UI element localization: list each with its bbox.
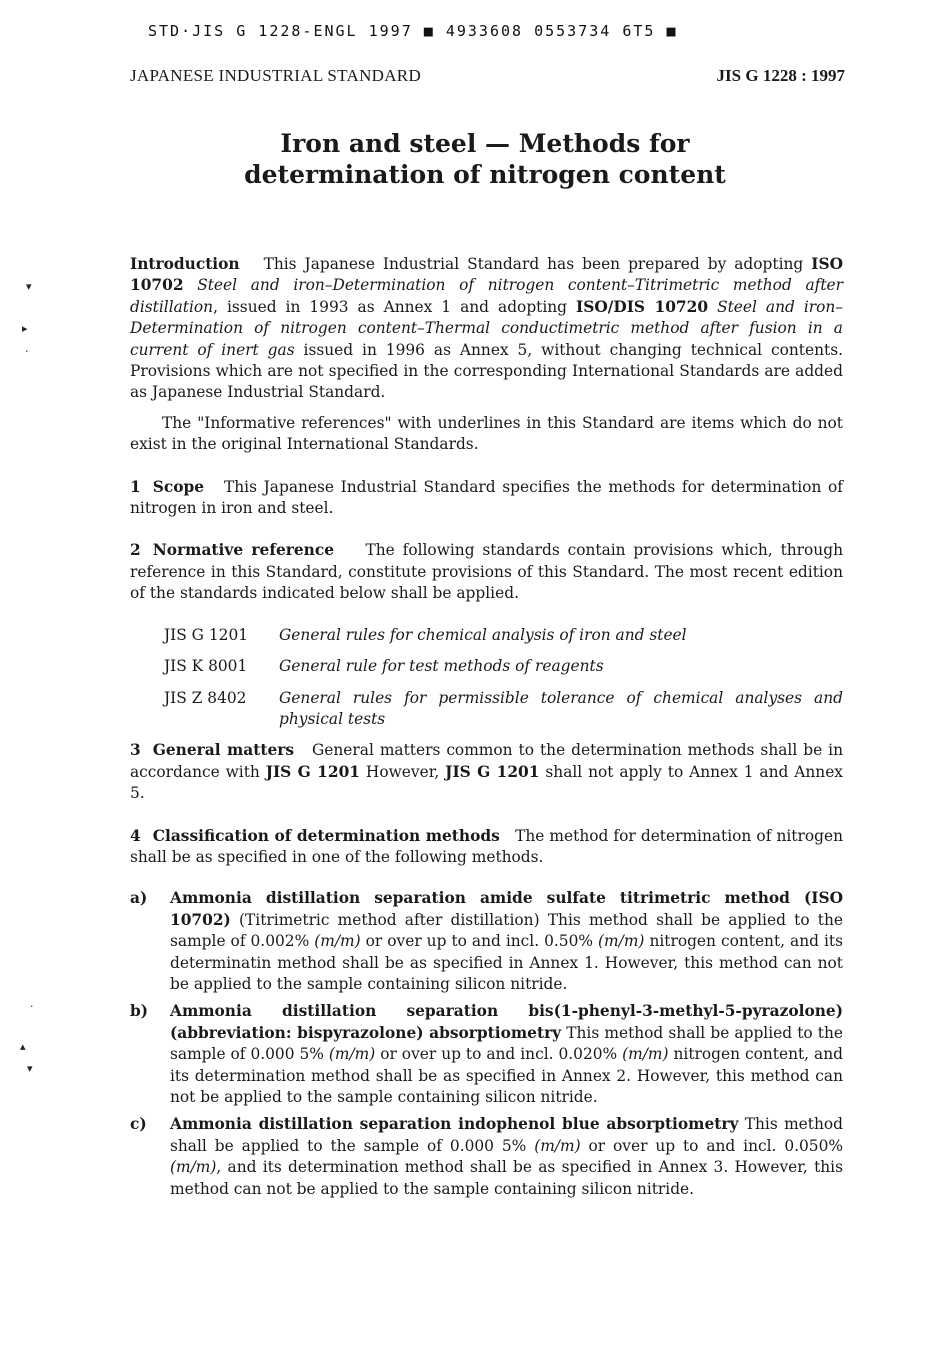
iso-title: Steel and iron–Determination of nitrogen content–Titrimetric method after distillation (130, 276, 843, 316)
section-normative-reference: 2 Normative reference The following standards contain provisions which, through reference in this Standard, constitute provisions of this Standard. The most recent edition of the standards indicated below shall be applied. (130, 541, 843, 603)
section-classification: 4 Classification of determination methods The method for determination of nitrogen shall be as specified in one of the following methods. (130, 826, 843, 866)
margin-mark: ▸ (22, 322, 28, 335)
standard-number: JIS G 1228 : 1997 (716, 66, 845, 85)
reference-item: JIS K 8001 General rule for test methods of reagents (164, 657, 604, 676)
page-title (130, 128, 840, 190)
reference-list (164, 625, 843, 731)
method-item: a) Ammonia distillation separation amide sulfate titrimetric method (ISO 10702) (Titrimetric method after distillation) This method shall be applied to the sample of 0.002% (m/m) or over up to and incl. 0.50% (m/m) nitrogen content, and its determinatin method shall be as specified in Annex 1. However, this method can not be applied to the sample containing silicon nitride. (130, 889, 843, 993)
iso-title: Steel and iron–Determination of nitrogen content–Thermal conductimetric method after fusion in a current of inert gas (130, 297, 843, 359)
margin-mark: ▴ (20, 1040, 26, 1053)
reference-item: JIS G 1201 General rules for chemical analysis of iron and steel (164, 625, 687, 644)
introduction-paragraph: Introduction This Japanese Industrial Standard has been prepared by adopting ISO 10702 Steel and iron–Determination of nitrogen content–Titrimetric method after distillation, issued in 1993 as Annex 1 and adopting ISO/DIS 10720 Steel and iron–Determination of nitrogen content–Thermal conductimetric method after fusion in a current of inert gas issued in 1996 as Annex 5, without changing technical contents. Provisions which are not specified in the corresponding International Standards are added as Japanese Industrial Standard. (130, 255, 843, 402)
method-list (130, 888, 843, 1200)
section-scope: 1 Scope This Japanese Industrial Standard specifies the methods for determination of nitrogen in iron and steel. (130, 477, 843, 518)
introduction-heading: Introduction (130, 255, 240, 273)
iso-ref: ISO/DIS 10720 (576, 297, 709, 316)
scan-stamp: STD·JIS G 1228-ENGL 1997 ■ 4933608 0553734 6T5 ■ (148, 22, 678, 40)
method-title: Ammonia distillation separation bis(1-phenyl-3-methyl-5-pyrazolone) (abbreviation: bispyrazolone) absorptiometry (170, 1002, 843, 1042)
margin-mark: ▾ (27, 1062, 33, 1075)
document-body (130, 254, 843, 1206)
margin-mark: ▾ (26, 280, 32, 293)
section-heading: General matters (152, 741, 295, 760)
method-item: c) Ammonia distillation separation indophenol blue absorptiometry This method shall be applied to the sample of 0.000 5% (m/m) or over up to and incl. 0.050% (m/m), and its determination method shall be as specified in Annex 3. However, this method can not be applied to the sample containing silicon nitride. (130, 1115, 844, 1198)
title-line-1: Iron and steel — Methods for (280, 129, 690, 158)
margin-mark: · (30, 1000, 34, 1013)
method-title: Ammonia distillation separation amide sulfate titrimetric method (ISO 10702) (170, 889, 843, 929)
method-title: Ammonia distillation separation indophenol blue absorptiometry (170, 1115, 739, 1134)
method-item: b) Ammonia distillation separation bis(1-phenyl-3-methyl-5-pyrazolone) (abbreviation: bispyrazolone) absorptiometry This method shall be applied to the sample of 0.000 5% (m/m) or over up to and incl. 0.020% (m/m) nitrogen content, and its determination method shall be as specified in Annex 2. However, this method can not be applied to the sample containing silicon nitride. (130, 1002, 843, 1106)
section-heading: Scope (152, 477, 205, 496)
standard-label: JAPANESE INDUSTRIAL STANDARD (130, 66, 422, 85)
reference-item: JIS Z 8402 General rules for permissible tolerance of chemical analyses and physical tests (164, 688, 843, 728)
iso-ref: ISO 10702 (130, 255, 843, 295)
margin-mark: · (25, 345, 29, 358)
title-line-2: determination of nitrogen content (244, 160, 726, 189)
section-heading: Classification of determination methods (152, 826, 500, 845)
informative-note: The "Informative references" with underlines in this Standard are items which do not exist in the original International Standards. (130, 413, 843, 454)
section-heading: Normative reference (152, 541, 335, 560)
section-general-matters: 3 General matters General matters common to the determination methods shall be in accordance with JIS G 1201 However, JIS G 1201 shall not apply to Annex 1 and Annex 5. (130, 741, 843, 803)
